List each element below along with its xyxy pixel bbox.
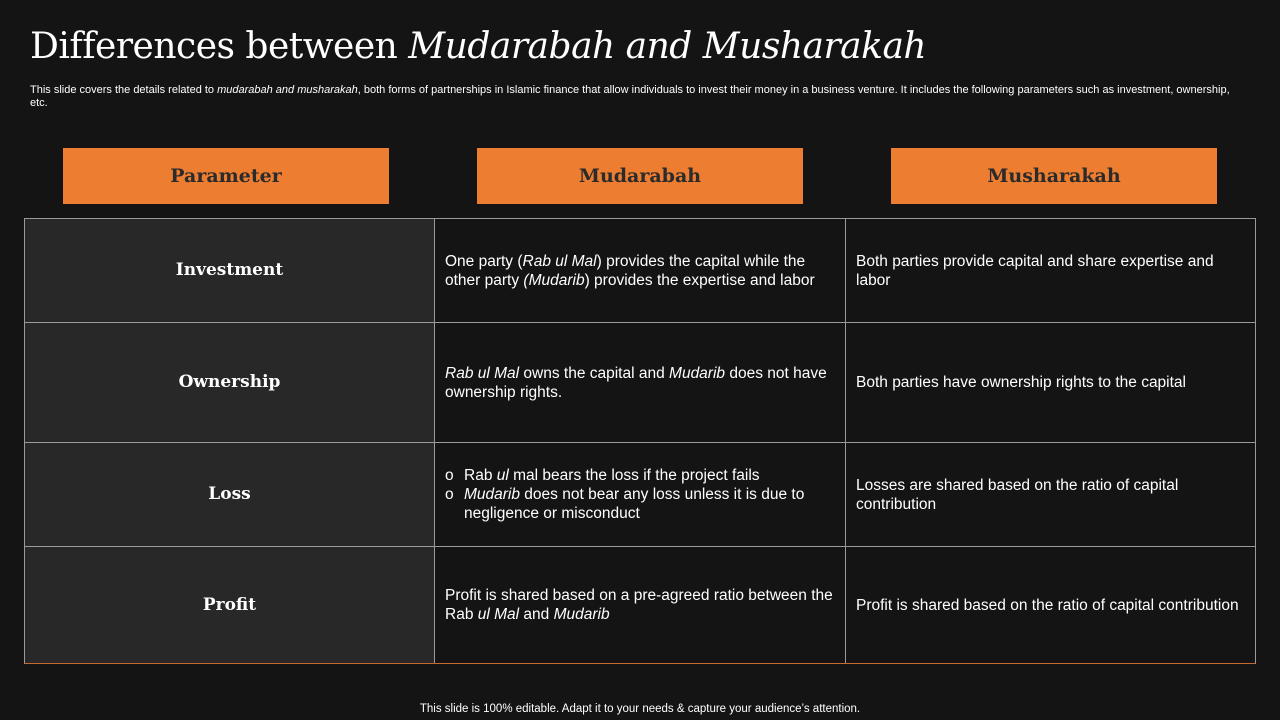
musharakah-ownership: Both parties have ownership rights to the capital <box>846 323 1255 443</box>
subtitle-text-end: , both forms of partnerships in Islamic finance that allow individuals to invest their money in a business venture. It includes the following parameters such as investment, ownership, etc. <box>30 84 1230 109</box>
loss-bullet-list <box>445 466 835 523</box>
bullet-circle-icon: o <box>445 486 454 503</box>
subtitle-italic-text: mudarabah and musharakah <box>217 84 358 96</box>
musharakah-loss: Losses are shared based on the ratio of capital contribution <box>846 443 1255 547</box>
param-investment: Investment <box>25 219 435 323</box>
mudarabah-profit: Profit is shared based on a pre-agreed ratio between the Rab ul Mal and Mudarib <box>435 547 846 663</box>
title-text: Differences between <box>30 26 409 67</box>
subtitle-text: This slide covers the details related to <box>30 84 218 96</box>
mudarabah-ownership: Rab ul Mal owns the capital and Mudarib does not have ownership rights. <box>435 323 846 443</box>
list-item: o Mudarib does not bear any loss unless it is due to negligence or misconduct <box>445 486 805 522</box>
param-ownership: Ownership <box>25 323 435 443</box>
header-musharakah: Musharakah <box>891 148 1217 204</box>
param-profit: Profit <box>25 547 435 663</box>
musharakah-profit: Profit is shared based on the ratio of capital contribution <box>846 547 1255 663</box>
page-subtitle <box>30 84 1240 110</box>
param-loss: Loss <box>25 443 435 547</box>
title-italic-text: Mudarabah and Musharakah <box>408 26 927 67</box>
musharakah-investment: Both parties provide capital and share expertise and labor <box>846 219 1255 323</box>
mudarabah-investment: One party (Rab ul Mal) provides the capital while the other party (Mudarib) provides the expertise and labor <box>435 219 846 323</box>
list-item: o Rab ul mal bears the loss if the project fails <box>445 467 760 484</box>
footer-note: This slide is 100% editable. Adapt it to your needs & capture your audience’s attention. <box>419 703 861 715</box>
page-title <box>30 26 926 67</box>
bullet-circle-icon: o <box>445 467 454 484</box>
header-parameter: Parameter <box>63 148 389 204</box>
comparison-table <box>24 218 1256 664</box>
mudarabah-loss <box>435 443 846 547</box>
header-mudarabah: Mudarabah <box>477 148 803 204</box>
